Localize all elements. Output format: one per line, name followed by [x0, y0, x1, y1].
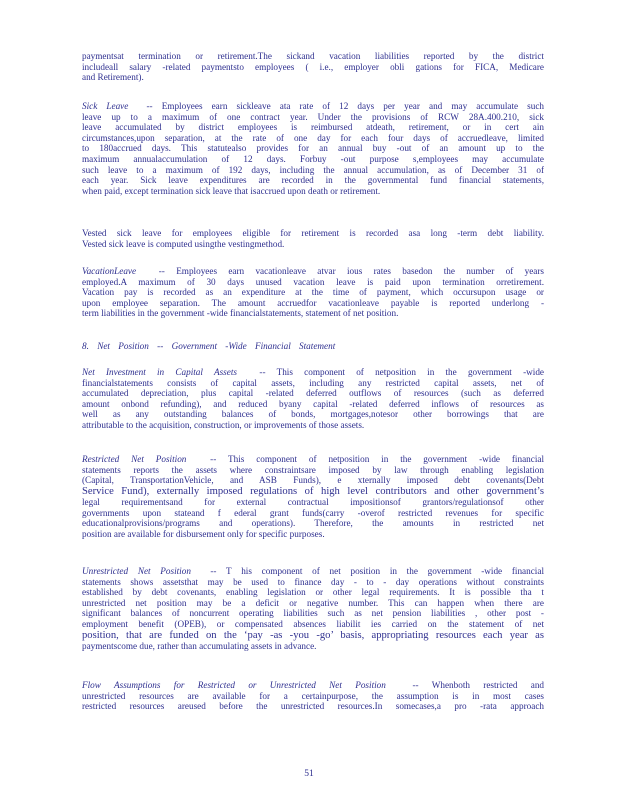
text-line: established by debt covenants, enabling legislation or other legal requirements. It is possible tha t [82, 587, 544, 598]
text-line: well as any outstanding balances of bonds, mortgages,notesor other borrowings that are [82, 409, 544, 420]
text-line: Net Investment in Capital Assets -- This component of netposition in the government -wide [82, 367, 544, 377]
text-line: attributable to the acquisition, construction, or improvements of those assets. [82, 419, 365, 430]
text-line: Vested sick leave is computed usingthe vestingmethod. [82, 238, 285, 249]
section-heading-net-position [82, 341, 544, 352]
text-line: Vested sick leave for employees eligible for retirement is recorded asa long -term debt liability. [82, 228, 544, 238]
text-line: (Capital, TransportationVehicle, and ASB Funds), e xternally imposed debt covenants(Debt [82, 475, 544, 486]
text-line: includeall salary -related paymentsto employees ( i.e., employer obli gations for FICA, Medicare [82, 61, 544, 72]
text-line: governments upon stateand f ederal grant funds(carry -overof restricted revenues for specific [82, 507, 544, 518]
section-heading: Restricted Net Position [82, 454, 187, 464]
text-line: financialstatements consists of capital assets, including any restricted capital assets, net of [82, 377, 544, 388]
paragraph-vacation-leave [82, 266, 544, 319]
text-line: amount onbond refunding), and reduced byany capital -related deferred inflows of resources as [82, 398, 544, 409]
paragraph-vested-sick-leave [82, 228, 544, 249]
paragraph-flow-assumptions [82, 680, 544, 712]
text-line: accumulated depreciation, plus capital -related deferred outflows of resources (such as deferred [82, 388, 544, 399]
section-heading: Sick Leave [82, 101, 129, 111]
text-line: Restricted Net Position -- This component of netposition in the government -wide financial [82, 454, 544, 464]
text-line: Flow Assumptions for Restricted or Unrestricted Net Position -- Whenboth restricted and [82, 680, 544, 690]
text-line: Sick Leave -- Employees earn sickleave ata rate of 12 days per year and may accumulate such [82, 101, 544, 111]
text-line: paymentsat termination or retirement.The sickand vacation liabilities reported by the district [82, 51, 544, 61]
paragraph-restricted-net-position [82, 454, 544, 539]
text-line: Vacation pay is recorded as an expenditure at the time of payment, which occursupon usage or [82, 287, 544, 298]
text-line: employment benefit (OPEB), or compensated absences liabilit ies carried on the statement of net [82, 618, 544, 629]
page-number: 51 [304, 769, 314, 779]
text-line: circumstances,upon separation, at the rate of one day for each four days of accruedleave, limited [82, 132, 544, 143]
text-line: each year. Sick leave expenditures are recorded in the governmental fund financial statements, [82, 175, 544, 186]
section-heading: Unrestricted Net Position [82, 566, 191, 576]
paragraph-liabilities-intro [82, 51, 544, 83]
text-line: such leave to a maximum of 192 days, including the annual accumulation, as of December 31 of [82, 164, 544, 175]
text-line: paymentscome due, rather than accumulating assets in advance. [82, 640, 317, 651]
text-line: Service Fund), externally imposed regulations of high level contributors and other government’s [82, 485, 544, 497]
text-line: educationalprovisions/programs and operations). Therefore, the amounts in restricted net [82, 518, 544, 529]
text-line: leave up to a maximum of one contract year. Under the provisions of RCW 28A.400.210, sick [82, 111, 544, 122]
section-heading: VacationLeave [82, 266, 137, 276]
text-line: statements shows assetsthat may be used to finance day - to - day operations without constraints [82, 576, 544, 587]
paragraph-unrestricted-net-position [82, 566, 544, 651]
paragraph-net-investment [82, 367, 544, 431]
text-line: legal requirementsand for external contractual impositionsof grantors/regulationsof other [82, 496, 544, 507]
text-line: when paid, except termination sick leave that isaccrued upon death or retirement. [82, 185, 381, 196]
text-line: VacationLeave -- Employees earn vacationleave atvar ious rates basedon the number of years [82, 266, 544, 276]
text-line: to 180accrued days. This statutealso provides for an annual buy -out of an amount up to the [82, 143, 544, 154]
section-heading: Net Investment in Capital Assets [82, 367, 237, 377]
text-line: upon employee separation. The amount accruedfor vacationleave payable is reported underlong - [82, 297, 544, 308]
text-line: position, that are funded on the ‘pay -as -you -go’ basis, appropriating resources each year as [82, 629, 544, 641]
text-line: position are available for disbursement only for specific purposes. [82, 528, 325, 539]
text-line: significant balances of noncurrent operating liabilities such as net pension liabilities , other post - [82, 608, 544, 619]
text-line: statements reports the assets where constraintsare imposed by law through enabling legislation [82, 464, 544, 475]
text-line: unrestricted resources are available for a certainpurpose, the assumption is in most cases [82, 690, 544, 701]
paragraph-sick-leave [82, 101, 544, 196]
section-heading: Flow Assumptions for Restricted or Unrestricted Net Position [82, 680, 386, 690]
section-heading: 8. Net Position -- Government -Wide Financial Statement [82, 341, 336, 351]
text-line: and Retirement). [82, 72, 144, 83]
text-line: leave accumulated by district employees is reimbursed atdeath, retirement, or in cert ain [82, 122, 544, 133]
text-line: maximum annualaccumulation of 12 days. Forbuy -out purpose s,employees may accumulate [82, 153, 544, 164]
text-line: unrestricted net position may be a deficit or negative number. This can happen when there are [82, 597, 544, 608]
text-line: Unrestricted Net Position -- T his component of net position in the government -wide financial [82, 566, 544, 576]
text-line: term liabilities in the government -wide financialstatements, statement of net position. [82, 308, 399, 319]
text-line: restricted resources areused before the unrestricted resources.In somecases,a pro -rata approach [82, 701, 544, 712]
text-line: employed.A maximum of 30 days unused vacation leave is paid upon termination orretirement. [82, 276, 544, 287]
